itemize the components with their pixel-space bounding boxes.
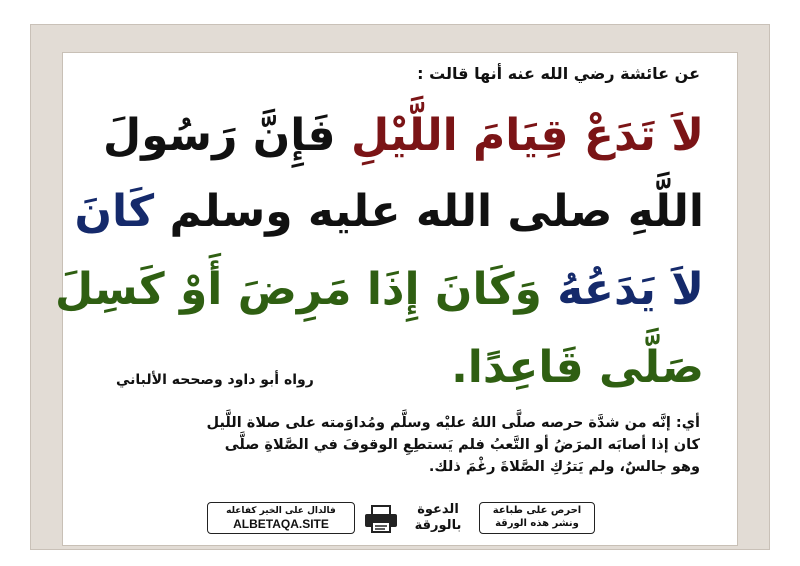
explanation-line-2: كان إذا أصابَه المرَضُ أو التَّعبُ فلم يَستطِعِ الوقوفَ في الصَّلاةِ صلَّى	[224, 437, 700, 453]
hadith-line-1	[84, 104, 704, 168]
cta-line-2: ونشر هذه الورقة	[495, 518, 579, 529]
narrator-note: رواه أبو داود وصححه الألباني	[116, 372, 314, 388]
hadith-line-4-green: صَلَّى قَاعِدًا.	[451, 342, 704, 393]
site-link[interactable]: ALBETAQA.SITE	[233, 517, 329, 531]
print-cta-box	[479, 502, 595, 534]
explanation-line-3: وهو جالسٌ، ولم يَترُكِ الصَّلاةَ رغْمَ ذلك.	[428, 459, 700, 475]
intro-text: عن عائشة رضي الله عنه أنها قالت :	[417, 64, 700, 83]
hadith-line-3	[55, 258, 704, 322]
hadith-line-1-black: فَإِنَّ رَسُولَ	[103, 110, 336, 161]
hadith-line-2-navy: كَانَ	[74, 186, 155, 237]
cta-line-1: احرص على طباعة	[492, 505, 582, 516]
dawah-logo: الدعوة بالورقة	[414, 502, 462, 533]
hadith-line-3-navy: لاَ يَدَعُهُ	[557, 264, 704, 315]
hadith-line-4	[84, 336, 704, 400]
site-box[interactable]	[207, 502, 355, 534]
hadith-line-2-black: اللَّهِ صلى الله عليه وسلم	[169, 186, 704, 237]
explanation	[100, 412, 700, 478]
hadith-line-3-green: وَكَانَ إِذَا مَرِضَ أَوْ كَسِلَ	[55, 264, 542, 315]
hadith-line-1-red: لاَ تَدَعْ قِيَامَ اللَّيْلِ	[350, 110, 704, 161]
motto-text: فالدال على الخير كفاعله	[226, 506, 336, 516]
footer	[207, 502, 595, 538]
hadith-line-2	[74, 180, 704, 244]
printer-icon	[363, 504, 399, 534]
explanation-line-1: أي: إنَّه من شدَّة حرصه صلَّى اللهُ عليْه وسلَّم ومُداوَمته على صلاة اللَّيل	[206, 415, 700, 431]
